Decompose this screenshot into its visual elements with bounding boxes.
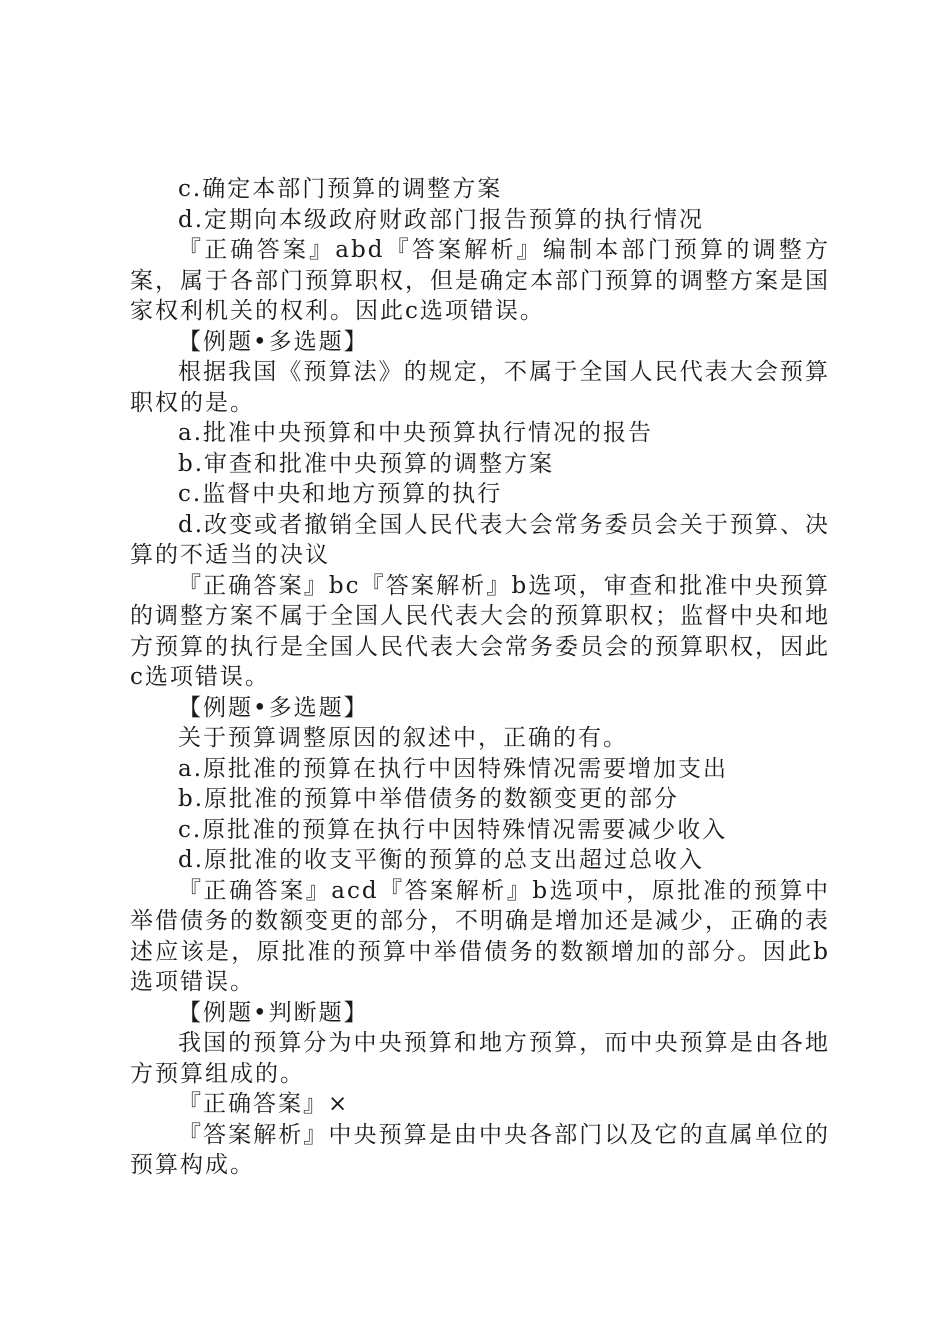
option-c: c.确定本部门预算的调整方案 (178, 176, 503, 202)
answer-explanation: 『正确答案』acd『答案解析』b选项中，原批准的预算中举借债务的数额变更的部分，不明确是增加还是减少，正确的表述应该是，原批准的预算中举借债务的数额增加的部分。因此b选项错误。 (130, 877, 830, 995)
answer-explanation: 『正确答案』abd『答案解析』编制本部门预算的调整方案，属于各部门预算职权，但是确定本部门预算的调整方案是国家权利机关的权利。因此c选项错误。 (130, 237, 830, 324)
example-heading: 【例题•多选题】 (178, 328, 369, 355)
option-c: c.监督中央和地方预算的执行 (178, 481, 503, 507)
question-text: 根据我国《预算法》的规定，不属于全国人民代表大会预算职权的是。 (130, 359, 830, 416)
example-heading: 【例题•多选题】 (178, 694, 369, 721)
answer-explanation: 『答案解析』中央预算是由中央各部门以及它的直属单位的预算构成。 (130, 1121, 830, 1178)
question-text: 关于预算调整原因的叙述中，正确的有。 (178, 725, 628, 751)
correct-answer: 『正确答案』× (178, 1091, 350, 1117)
option-c: c.原批准的预算在执行中因特殊情况需要减少收入 (178, 816, 728, 843)
option-a: a.批准中央预算和中央预算执行情况的报告 (178, 420, 654, 446)
option-b: b.原批准的预算中举借债务的数额变更的部分 (178, 786, 680, 812)
option-d: d.改变或者撤销全国人民代表大会常务委员会关于预算、决算的不适当的决议 (130, 511, 830, 568)
option-a: a.原批准的预算在执行中因特殊情况需要增加支出 (178, 755, 729, 782)
document-body (130, 174, 830, 1181)
answer-explanation: 『正确答案』bc『答案解析』b选项，审查和批准中央预算的调整方案不属于全国人民代表大会的预算职权；监督中央和地方预算的执行是全国人民代表大会常务委员会的预算职权，因此c选项错误。 (130, 572, 830, 690)
option-d: d.定期向本级政府财政部门报告预算的执行情况 (178, 206, 705, 233)
option-d: d.原批准的收支平衡的预算的总支出超过总收入 (178, 847, 705, 873)
question-text: 我国的预算分为中央预算和地方预算，而中央预算是由各地方预算组成的。 (130, 1030, 830, 1087)
example-heading: 【例题•判断题】 (178, 999, 369, 1026)
option-b: b.审查和批准中央预算的调整方案 (178, 450, 555, 477)
